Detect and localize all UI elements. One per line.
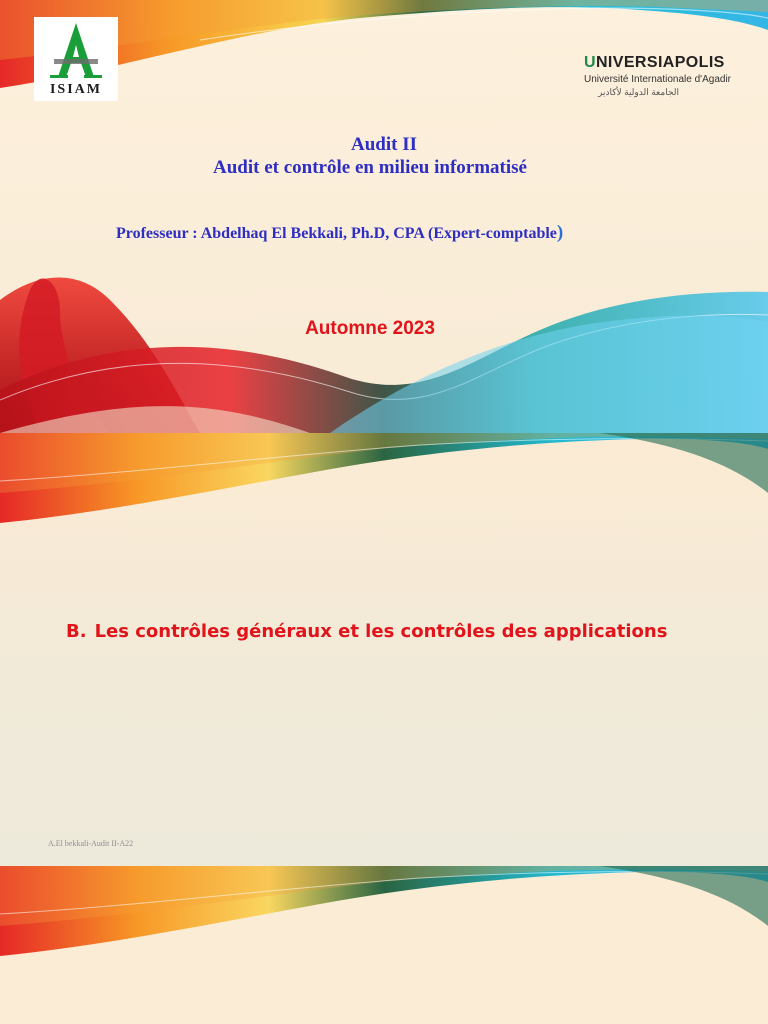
- university-arabic-name: الجامعة الدولية لأكادير: [598, 87, 680, 97]
- section-letter: B.: [66, 621, 87, 642]
- course-title: Audit II: [351, 134, 417, 155]
- university-name: [584, 54, 725, 72]
- section-title-text: Les contrôles généraux et les contrôles des applications: [94, 621, 668, 642]
- title-slide: [0, 0, 768, 433]
- professor-text: Professeur : Abdelhaq El Bekkali, Ph.D, CPA (Expert-comptable: [116, 225, 557, 242]
- professor-close-paren: ): [556, 222, 564, 243]
- isiam-logo: [34, 17, 118, 101]
- slide-footer: A.El bekkali-Audit II-A22: [48, 839, 134, 848]
- university-subtitle: Université Internationale d'Agadir: [584, 74, 731, 85]
- section-slide: [0, 433, 768, 866]
- season-label: Automne 2023: [305, 318, 435, 339]
- universiapolis-logo: [584, 54, 748, 102]
- section-title: [66, 621, 667, 642]
- professor-line: [116, 222, 563, 244]
- wave-decoration: [0, 866, 768, 1024]
- course-subtitle: Audit et contrôle en milieu informatisé: [213, 157, 527, 178]
- university-name-initial: U: [584, 54, 596, 71]
- isiam-logo-text: ISIAM: [49, 82, 102, 97]
- university-name-rest: NIVERSIAPOLIS: [595, 54, 725, 71]
- next-slide-partial: [0, 866, 768, 1024]
- wave-decoration: [0, 433, 768, 866]
